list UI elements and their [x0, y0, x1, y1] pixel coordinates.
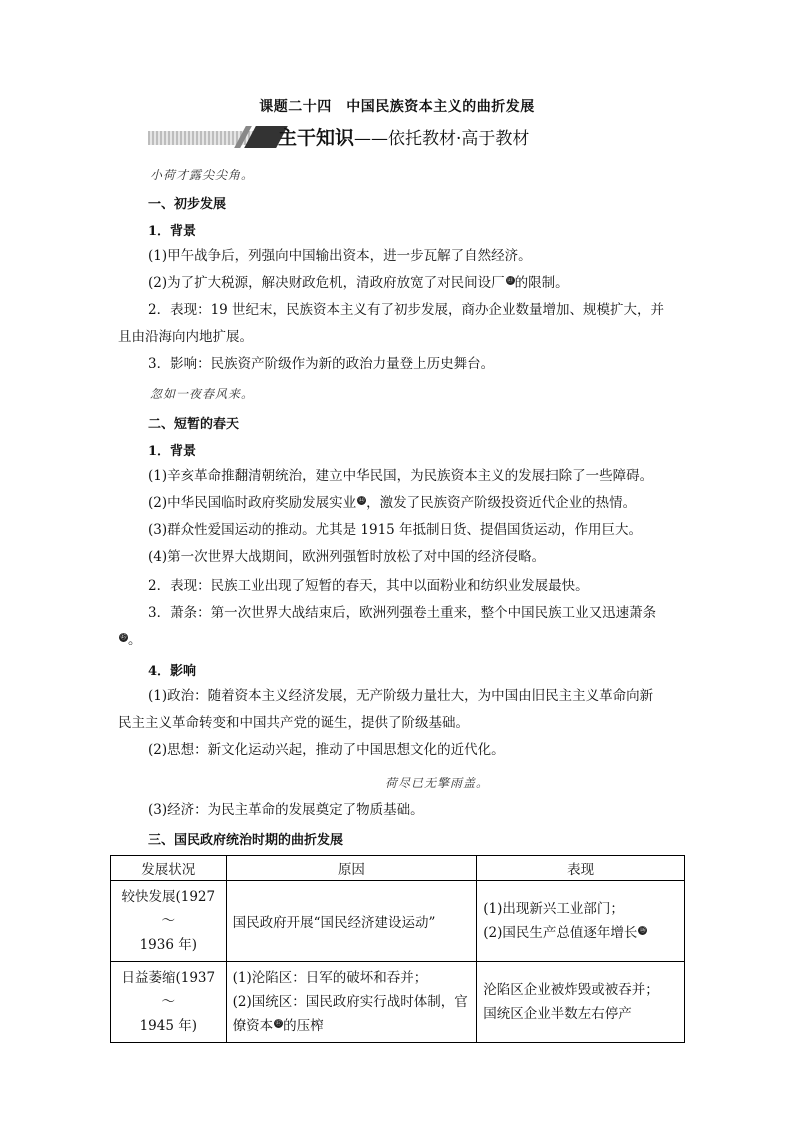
bg2-text: (2)中华民国临时政府奖励发展实业	[148, 495, 357, 511]
banner-text	[278, 123, 529, 150]
row2-status-line-2: 1945 年)	[139, 1018, 198, 1034]
section-1-impact: 3．影响：民族资产阶级作为新的政治力量登上历史舞台。	[148, 356, 495, 372]
section-2-bg-item-1: (1)辛亥革命推翻清朝统治，建立中华民国，为民族资本主义的发展扫除了一些障碍。	[148, 468, 654, 484]
row2-cause-line-3	[233, 1014, 471, 1038]
footnote-marker-icon: ㊺	[120, 633, 127, 641]
section-2-impact-economy: (3)经济：为民主革命的发展奠定了物质基础。	[148, 802, 424, 818]
row1-performance	[477, 881, 685, 962]
section-2-impact-heading: 4．影响	[148, 664, 197, 679]
section-2-decline-line-2	[118, 631, 142, 649]
bg-item-2-text: (2)为了扩大税源，解决财政危机，清政府放宽了对民间设厂	[148, 275, 505, 291]
row2-perf-line-1: 沦陷区企业被炸毁或被吞并；	[483, 982, 659, 998]
section-1-bg-item-2	[148, 274, 569, 292]
development-table	[110, 855, 685, 1043]
section-2-bg-item-2	[148, 494, 636, 512]
footnote-marker-icon: ㊹	[358, 496, 365, 504]
section-2-performance: 2．表现：民族工业出现了短暂的春天，其中以面粉业和纺织业发展最快。	[148, 578, 589, 594]
row2-cause-line-1: (1)沦陷区：日军的破坏和吞并；	[232, 970, 428, 986]
bg-item-2-tail: 的限制。	[514, 275, 569, 291]
footnote-marker-icon: ㊼	[275, 1019, 282, 1027]
section-2-background-heading: 1．背景	[148, 444, 197, 459]
banner-main: 主干知识	[278, 127, 355, 149]
section-2-decline-line-1: 3．萧条：第一次世界大战结束后，欧洲列强卷土重来，整个中国民族工业又迅速萧条	[148, 605, 657, 621]
section-1-bg-item-1: (1)甲午战争后，列强向中国输出资本，进一步瓦解了自然经济。	[148, 248, 532, 264]
section-2-bg-item-3: (3)群众性爱国运动的推动。尤其是 1915 年抵制日货、提倡国货运动，作用巨大。	[148, 522, 643, 538]
table-row	[111, 962, 685, 1043]
row1-cause: 国民政府开展“国民经济建设运动”	[226, 881, 477, 962]
row2-cause	[226, 962, 477, 1043]
row1-status-line-1: 较快发展(1927～	[121, 889, 216, 929]
section-banner	[148, 126, 688, 154]
table-header-cause: 原因	[226, 856, 477, 881]
table-header-status: 发展状况	[111, 856, 227, 881]
section-2-impact-politics-1: (1)政治：随着资本主义经济发展，无产阶级力量壮大，为中国由旧民主主义革命向新	[148, 688, 654, 704]
row2-perf-line-2: 国统区企业半数左右停产	[483, 1006, 632, 1022]
section-1-heading: 一、初步发展	[148, 197, 227, 212]
handwritten-note-2: 忽如一夜春风来。	[150, 387, 255, 401]
row2-cause-text: 僚资本	[232, 1018, 274, 1034]
section-2-impact-politics-2: 民主主义革命转变和中国共产党的诞生，提供了阶级基础。	[118, 715, 469, 731]
row1-perf-text: (2)国民生产总值逐年增长	[483, 925, 638, 941]
section-2-heading: 二、短暂的春天	[148, 417, 240, 432]
row2-status-line-1: 日益萎缩(1937～	[121, 970, 216, 1010]
section-1-background-heading: 1．背景	[148, 224, 197, 239]
lesson-title: 课题二十四 中国民族资本主义的曲折发展	[259, 99, 535, 115]
row2-cause-tail: 的压榨	[283, 1018, 324, 1034]
row1-perf-line-2	[483, 921, 678, 945]
row1-status	[111, 881, 227, 962]
row2-status	[111, 962, 227, 1043]
footnote-marker-icon: ㊻	[639, 926, 646, 934]
bg2-tail: ，激发了民族资产阶级投资近代企业的热情。	[366, 495, 637, 511]
section-1-performance-line-2: 且由沿海向内地扩展。	[118, 329, 253, 345]
section-3-heading: 三、国民政府统治时期的曲折发展	[148, 833, 344, 848]
handwritten-note-1: 小荷才露尖尖角。	[150, 168, 255, 182]
section-1-performance-line-1: 2．表现：19 世纪末，民族资本主义有了初步发展，商办企业数量增加、规模扩大，并	[148, 302, 665, 318]
row2-performance	[477, 962, 685, 1043]
table-row	[111, 881, 685, 962]
section-2-impact-thought: (2)思想：新文化运动兴起，推动了中国思想文化的近代化。	[148, 742, 505, 758]
section-2-bg-item-4: (4)第一次世界大战期间，欧洲列强暂时放松了对中国的经济侵略。	[148, 549, 546, 565]
decline-period: 。	[128, 632, 142, 648]
table-header-row	[111, 856, 685, 881]
footnote-marker-icon: ㊸	[507, 276, 514, 284]
row1-status-line-2: 1936 年)	[139, 937, 198, 953]
row1-perf-line-1: (1)出现新兴工业部门；	[483, 901, 624, 917]
table-header-performance: 表现	[477, 856, 685, 881]
banner-sub: ——依托教材·高于教材	[354, 129, 530, 149]
handwritten-note-3: 荷尽已无擎雨盖。	[385, 776, 490, 790]
row2-cause-line-2: (2)国统区：国民政府实行战时体制，官	[232, 994, 468, 1010]
